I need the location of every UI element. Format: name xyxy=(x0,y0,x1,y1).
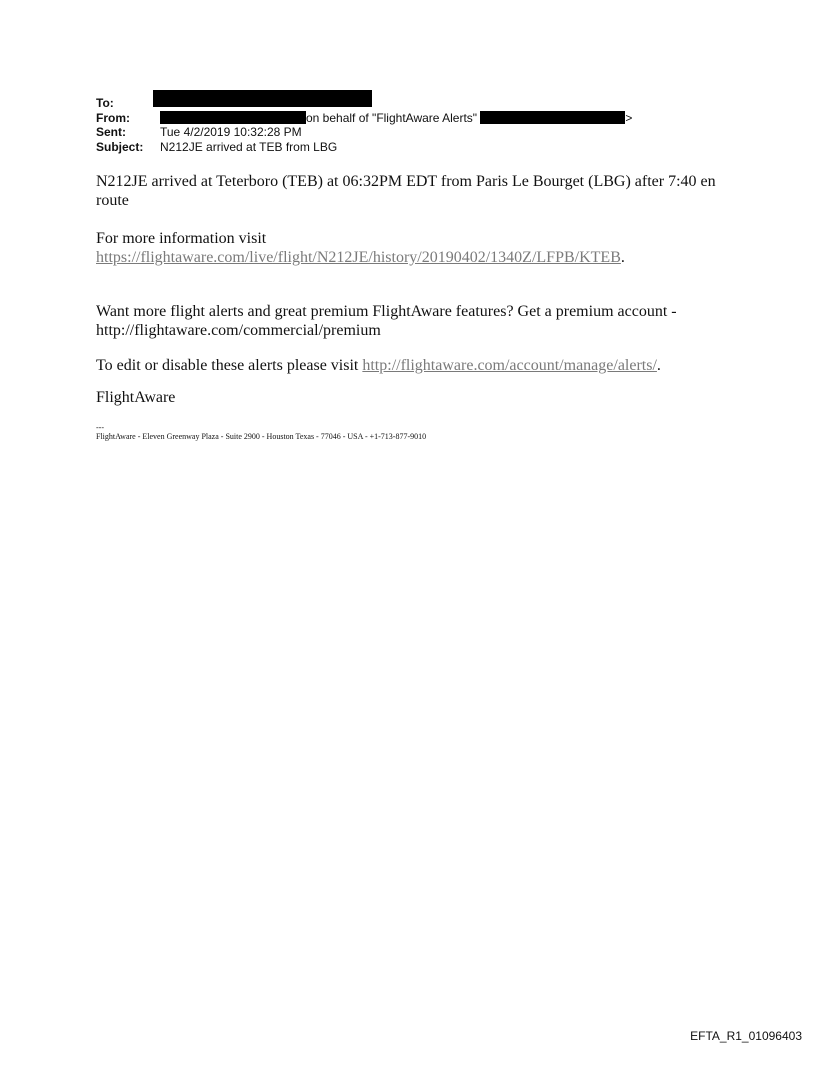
email-body xyxy=(96,172,736,441)
more-info-paragraph xyxy=(96,229,736,267)
redaction-block xyxy=(480,111,625,124)
flight-history-link[interactable]: https://flightaware.com/live/flight/N212JE/history/20190402/1340Z/LFPB/KTEB xyxy=(96,249,621,266)
subject-label: Subject: xyxy=(96,139,144,154)
from-label: From: xyxy=(96,110,130,125)
edit-alerts-text: To edit or disable these alerts please visit xyxy=(96,357,359,374)
to-label: To: xyxy=(96,96,114,110)
redaction-block xyxy=(160,111,306,124)
from-on-behalf: on behalf of "FlightAware Alerts" xyxy=(306,110,478,125)
subject-value: N212JE arrived at TEB from LBG xyxy=(160,139,338,154)
premium-paragraph: Want more flight alerts and great premium FlightAware features? Get a premium account - http://flightaware.com/commercial/premium xyxy=(96,303,677,339)
sent-value: Tue 4/2/2019 10:32:28 PM xyxy=(160,125,302,139)
signature: FlightAware xyxy=(96,389,176,406)
arrival-paragraph: N212JE arrived at Teterboro (TEB) at 06:32PM EDT from Paris Le Bourget (LBG) after 7:40 en route xyxy=(96,173,716,209)
more-info-text: For more information visit xyxy=(96,230,267,247)
more-info-suffix: . xyxy=(620,249,625,266)
bates-number: EFTA_R1_01096403 xyxy=(690,1029,802,1043)
footer-dashes: --- xyxy=(96,423,104,432)
redaction-block xyxy=(153,90,372,107)
edit-alerts-suffix: . xyxy=(656,357,661,374)
footer-address: FlightAware - Eleven Greenway Plaza - Suite 2900 - Houston Texas - 77046 - USA - +1-713-877-9010 xyxy=(96,432,427,441)
manage-alerts-link[interactable]: http://flightaware.com/account/manage/alerts/ xyxy=(362,357,657,374)
from-close: > xyxy=(625,110,633,125)
edit-alerts-paragraph xyxy=(96,356,736,375)
sent-label: Sent: xyxy=(96,125,126,139)
from-value xyxy=(160,111,632,126)
email-footer xyxy=(96,423,736,441)
